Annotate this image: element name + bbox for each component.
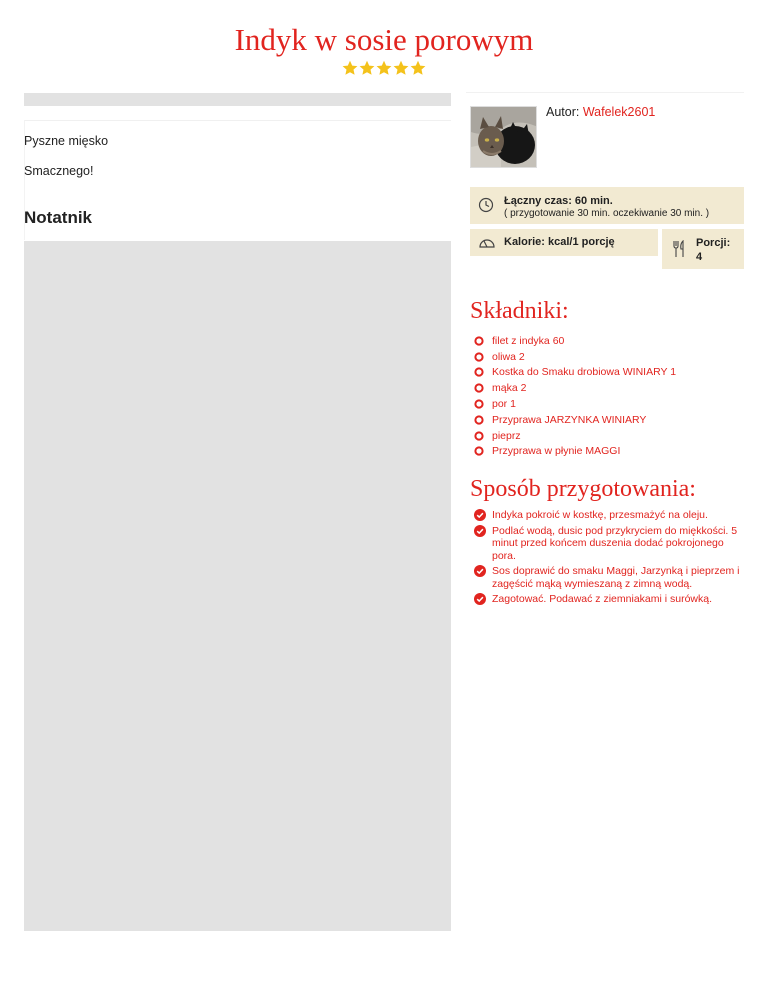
gauge-icon [478, 235, 496, 249]
servings-text: Porcji: [696, 237, 731, 249]
calories-box [470, 229, 658, 256]
ring-bullet-icon [474, 399, 484, 409]
step-text: Zagotować. Podawać z ziemniakami i surówką. [492, 593, 713, 605]
ingredient-item[interactable] [474, 444, 676, 460]
total-time-box [470, 187, 744, 224]
preparation-title: Sposób przygotowania: [470, 476, 696, 502]
calories-label: Kalorie: kcal/1 porcję [504, 236, 615, 248]
author-label: Autor: [546, 105, 580, 119]
step-text: Indyka pokroić w kostkę, przesmażyć na oleju. [492, 509, 708, 521]
star-icon[interactable] [393, 60, 409, 76]
ingredient-item[interactable] [474, 396, 676, 412]
divider [466, 92, 744, 93]
ingredient-text: Przyprawa JARZYNKA WINIARY [492, 413, 647, 426]
notes-area[interactable] [24, 241, 451, 931]
clock-icon [478, 197, 494, 213]
step-text: Sos doprawić do smaku Maggi, Jarzynką i pieprzem i zagęścić mąką wymieszaną z zimną wodą. [492, 565, 740, 590]
check-circle-icon [474, 509, 486, 521]
ingredient-text: Kostka do Smaku drobiowa WINIARY 1 [492, 366, 677, 379]
ingredients-list [474, 333, 676, 459]
author-line [546, 105, 655, 119]
ring-bullet-icon [474, 446, 484, 456]
ingredient-text: por 1 [492, 398, 516, 411]
total-time-label: Łączny czas: 60 min. [504, 195, 613, 207]
preparation-step [474, 593, 744, 606]
ingredient-text: oliwa 2 [492, 350, 525, 363]
servings-box [662, 229, 744, 269]
check-circle-icon [474, 565, 486, 577]
ring-bullet-icon [474, 336, 484, 346]
author-avatar[interactable] [470, 106, 537, 168]
description-line: Pyszne mięsko [24, 134, 109, 148]
servings-value: 4 [696, 251, 703, 263]
ingredient-text: mąka 2 [492, 382, 527, 395]
check-circle-icon [474, 525, 486, 537]
preparation-steps [474, 509, 744, 609]
notes-title: Notatnik [24, 208, 92, 227]
preparation-step [474, 509, 744, 522]
ingredient-item[interactable] [474, 428, 676, 444]
ring-bullet-icon [474, 431, 484, 441]
star-icon[interactable] [376, 60, 392, 76]
ingredient-text: pieprz [492, 429, 521, 442]
ingredient-item[interactable] [474, 333, 676, 349]
ring-bullet-icon [474, 383, 484, 393]
fork-knife-icon [672, 240, 686, 258]
ingredient-text: filet z indyka 60 [492, 334, 565, 347]
ring-bullet-icon [474, 367, 484, 377]
ingredient-item[interactable] [474, 365, 676, 381]
check-circle-icon [474, 593, 486, 605]
image-placeholder [24, 93, 451, 106]
description-line: Smacznego! [24, 164, 94, 178]
ingredients-title: Składniki: [470, 298, 569, 324]
ring-bullet-icon [474, 352, 484, 362]
ingredient-item[interactable] [474, 380, 676, 396]
ingredient-item[interactable] [474, 349, 676, 365]
preparation-step [474, 565, 744, 590]
servings-label [696, 236, 730, 264]
time-breakdown: ( przygotowanie 30 min. oczekiwanie 30 min. ) [504, 208, 710, 219]
recipe-title: Indyk w sosie porowym [234, 22, 534, 57]
star-icon[interactable] [342, 60, 358, 76]
step-text: Podlać wodą, dusic pod przykryciem do miękkości. 5 minut przed końcem duszenia dodać pokrojonego pora. [492, 524, 738, 562]
rating-stars[interactable] [0, 60, 768, 81]
preparation-step [474, 525, 744, 563]
ring-bullet-icon [474, 415, 484, 425]
avatar-cat-image [471, 107, 537, 168]
author-link[interactable]: Wafelek2601 [582, 105, 656, 119]
ingredient-item[interactable] [474, 412, 676, 428]
ingredient-text: Przyprawa w płynie MAGGI [492, 445, 621, 458]
star-icon[interactable] [359, 60, 375, 76]
star-icon[interactable] [410, 60, 426, 76]
